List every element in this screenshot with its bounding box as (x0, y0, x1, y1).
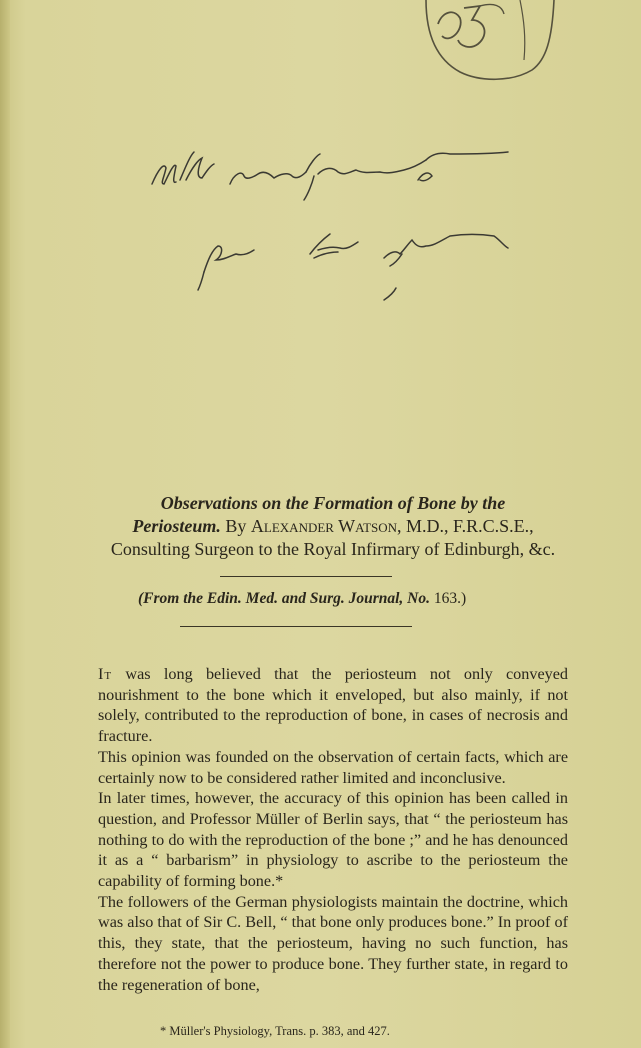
divider-rule-bottom (180, 626, 412, 627)
paragraph-2-text: This opinion was founded on the observation of certain facts, which are certainly now to be considered rather limited and inconclusive. (98, 747, 568, 787)
body-text (98, 664, 568, 995)
paragraph-4-text: The followers of the German physiologists maintain the doctrine, which was also that of Sir C. Bell, “ that bone only produces bone.” In proof of this, they state, that the periosteum, having no such function, has therefore not the power to produce bone. They further state, in regard to the regeneration of bone, (98, 892, 568, 994)
author-position: Consulting Surgeon to the Royal Infirmary of Edinburgh, &c. (110, 539, 556, 559)
title-text: Observations on the Formation of Bone by the (160, 493, 506, 513)
title-continuation: Periosteum. (132, 516, 221, 536)
author-credentials: , M.D., F.R.C.S.E., (397, 516, 534, 536)
paragraph-1-lead: It (98, 665, 113, 683)
source-open-paren: ( (138, 590, 144, 607)
paragraph-3-text: In later times, however, the accuracy of this opinion has been called in question, and Professor Müller of Berlin says, that “ the periosteum has nothing to do with the reproduction of the bone ;” and he has denounced it as a “ barbarism” in physiology to ascribe to the periosteum the capability of forming bone.* (98, 789, 568, 891)
title-block (98, 492, 568, 561)
paragraph-4 (98, 892, 568, 996)
divider-rule-top (220, 576, 392, 577)
library-stamp-mark (420, 0, 556, 92)
paragraph-1 (98, 664, 568, 747)
footnote: * Müller's Physiology, Trans. p. 383, and 427. (160, 1024, 390, 1038)
paragraph-3 (98, 788, 568, 892)
title-line-1 (98, 492, 568, 515)
paragraph-1-text: was long believed that the periosteum not only conveyed nourishment to the bone which it enveloped, but also mainly, if not solely, contributed to the reproduction of bone, in cases of necrosis and fracture. (98, 665, 568, 746)
title-line-2 (98, 515, 568, 538)
source-journal: From the Edin. Med. and Surg. Journal, No. (143, 590, 430, 607)
author-name: Alexander Watson (250, 516, 398, 536)
paragraph-2 (98, 747, 568, 788)
page-edge-shadow (0, 0, 10, 1048)
by-word: By (225, 516, 247, 536)
handwriting-inscription (150, 150, 510, 350)
source-number: 163.) (433, 590, 467, 607)
source-citation (138, 590, 538, 608)
